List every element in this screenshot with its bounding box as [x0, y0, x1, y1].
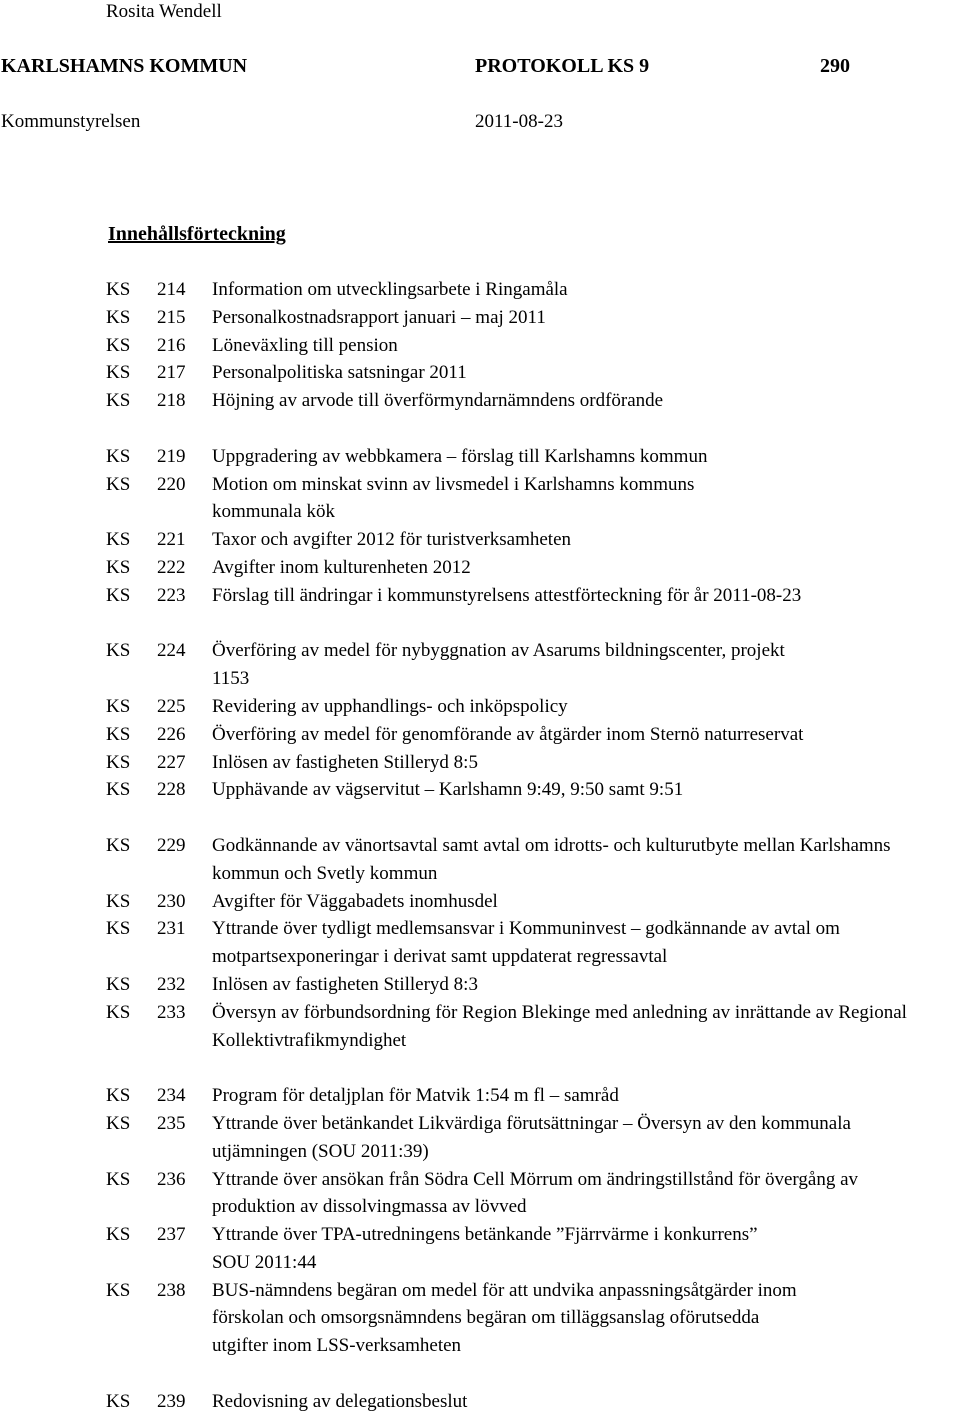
toc-entry: [106, 1388, 960, 1416]
entry-prefix: KS: [106, 362, 131, 384]
entry-number: 219: [157, 445, 186, 467]
toc-group: [106, 276, 960, 415]
entry-number: 236: [157, 1168, 186, 1190]
toc-entry: [106, 721, 960, 749]
entry-prefix: KS: [106, 640, 131, 662]
entry-prefix: KS: [106, 918, 131, 940]
page-number: 290: [820, 55, 850, 77]
entry-prefix: KS: [106, 1168, 131, 1190]
toc-entry: [106, 637, 960, 693]
entry-number: 239: [157, 1390, 186, 1412]
toc-entry: [106, 304, 960, 332]
entry-title: Taxor och avgifter 2012 för turistverksamheten: [212, 529, 572, 551]
entry-title: Inlösen av fastigheten Stilleryd 8:3: [212, 973, 478, 995]
toc-group: [106, 832, 960, 1054]
entry-prefix: KS: [106, 1390, 131, 1412]
toc-entry: [106, 1110, 960, 1166]
entry-number: 218: [157, 390, 186, 412]
entry-prefix: KS: [106, 890, 131, 912]
toc-group: [106, 443, 960, 610]
toc-entry: [106, 359, 960, 387]
toc-entry: [106, 888, 960, 916]
entry-title: Förslag till ändringar i kommunstyrelsens attestförteckning för år 2011-08-23: [212, 584, 802, 606]
entry-title: Upphävande av vägservitut – Karlshamn 9:49, 9:50 samt 9:51: [212, 779, 684, 801]
protocol-date: 2011-08-23: [475, 111, 563, 132]
entry-title: Yttrande över TPA-utredningens betänkande ”Fjärrvärme i konkurrens” SOU 2011:44: [212, 1224, 758, 1273]
toc-entry: [106, 693, 960, 721]
document-title: PROTOKOLL KS 9: [475, 55, 650, 77]
organization-name: KARLSHAMNS KOMMUN: [1, 55, 248, 77]
entry-number: 220: [157, 473, 186, 495]
entry-number: 235: [157, 1112, 186, 1134]
entry-title: Höjning av arvode till överförmyndarnämndens ordförande: [212, 390, 664, 412]
toc-entry: [106, 276, 960, 304]
toc-group: [106, 1082, 960, 1360]
entry-title: Avgifter för Väggabadets inomhusdel: [212, 890, 498, 912]
entry-prefix: KS: [106, 584, 131, 606]
entry-number: 226: [157, 723, 186, 745]
entry-prefix: KS: [106, 556, 131, 578]
entry-prefix: KS: [106, 334, 131, 356]
toc-heading: Innehållsförteckning: [108, 223, 286, 245]
entry-prefix: KS: [106, 306, 131, 328]
toc-entry: [106, 582, 960, 610]
entry-number: 222: [157, 556, 186, 578]
entry-title: Motion om minskat svinn av livsmedel i Karlshamns kommuns kommunala kök: [212, 473, 695, 523]
entry-title: Information om utvecklingsarbete i Ringamåla: [212, 279, 568, 300]
entry-title: Yttrande över ansökan från Södra Cell Mörrum om ändringstillstånd för övergång av produktion av dissolvingmassa av lövved: [212, 1168, 859, 1218]
entry-prefix: KS: [106, 723, 131, 745]
entry-number: 238: [157, 1279, 186, 1301]
entry-number: 234: [157, 1085, 186, 1107]
toc-entry: [106, 832, 960, 888]
entry-title: Överföring av medel för nybyggnation av Asarums bildningscenter, projekt 1153: [212, 640, 785, 690]
entry-title: Översyn av förbundsordning för Region Blekinge med anledning av inrättande av Regional Kollektivtrafikmyndighet: [212, 1001, 907, 1051]
toc-entry: [106, 1082, 960, 1110]
entry-prefix: KS: [106, 1001, 131, 1023]
entry-title: Löneväxling till pension: [212, 334, 398, 356]
entry-title: Yttrande över tydligt medlemsansvar i Kommuninvest – godkännande av avtal om motpartsexponeringar i derivat samt uppdaterat regressavtal: [212, 918, 840, 968]
toc-entry: [106, 332, 960, 360]
entry-title: BUS-nämndens begäran om medel för att undvika anpassningsåtgärder inom förskolan och omsorgsnämndens begäran om tilläggsanslag oförutsedda utgifter inom LSS-verksamheten: [212, 1279, 797, 1357]
entry-prefix: KS: [106, 279, 131, 300]
entry-number: 216: [157, 334, 186, 356]
entry-number: 224: [157, 640, 186, 662]
committee-name: Kommunstyrelsen: [1, 111, 141, 132]
toc-entry: [106, 915, 960, 971]
entry-number: 227: [157, 751, 186, 773]
toc-entry: [106, 971, 960, 999]
entry-number: 237: [157, 1224, 186, 1246]
toc-entry: [106, 749, 960, 777]
toc-entry: [106, 443, 960, 471]
entry-number: 228: [157, 779, 186, 801]
entry-prefix: KS: [106, 695, 131, 717]
toc-entry: [106, 1221, 960, 1277]
entry-title: Yttrande över betänkandet Likvärdiga förutsättningar – Översyn av den kommunala utjämningen (SOU 2011:39): [212, 1112, 851, 1162]
entry-title: Redovisning av delegationsbeslut: [212, 1390, 468, 1412]
entry-number: 230: [157, 890, 186, 912]
table-of-contents: [106, 276, 960, 1416]
entry-number: 229: [157, 834, 186, 856]
entry-prefix: KS: [106, 445, 131, 467]
entry-number: 223: [157, 584, 186, 606]
entry-title: Överföring av medel för genomförande av åtgärder inom Sternö naturreservat: [212, 723, 804, 745]
entry-number: 217: [157, 362, 186, 384]
toc-entry: [106, 1166, 960, 1222]
entry-prefix: KS: [106, 1112, 131, 1134]
entry-number: 214: [157, 279, 186, 300]
entry-title: Godkännande av vänortsavtal samt avtal om idrotts- och kulturutbyte mellan Karlshamns kommun och Svetly kommun: [212, 834, 891, 884]
entry-number: 225: [157, 695, 186, 717]
entry-title: Avgifter inom kulturenheten 2012: [212, 556, 471, 578]
entry-prefix: KS: [106, 390, 131, 412]
entry-title: Inlösen av fastigheten Stilleryd 8:5: [212, 751, 478, 773]
entry-title: Program för detaljplan för Matvik 1:54 m fl – samråd: [212, 1085, 619, 1107]
entry-prefix: KS: [106, 973, 131, 995]
entry-prefix: KS: [106, 1224, 131, 1246]
entry-prefix: KS: [106, 751, 131, 773]
entry-prefix: KS: [106, 473, 131, 495]
entry-number: 231: [157, 918, 186, 940]
entry-prefix: KS: [106, 1279, 131, 1301]
toc-entry: [106, 471, 960, 527]
entry-title: Revidering av upphandlings- och inköpspolicy: [212, 695, 568, 717]
entry-prefix: KS: [106, 779, 131, 801]
author-name: Rosita Wendell: [106, 1, 222, 22]
entry-number: 221: [157, 529, 186, 551]
toc-group: [106, 1388, 960, 1416]
entry-number: 233: [157, 1001, 186, 1023]
entry-number: 232: [157, 973, 186, 995]
toc-entry: [106, 776, 960, 804]
toc-entry: [106, 1277, 960, 1360]
toc-entry: [106, 554, 960, 582]
entry-prefix: KS: [106, 529, 131, 551]
entry-title: Personalpolitiska satsningar 2011: [212, 362, 467, 384]
toc-group: [106, 637, 960, 804]
toc-entry: [106, 526, 960, 554]
entry-number: 215: [157, 306, 186, 328]
toc-entry: [106, 999, 960, 1055]
entry-prefix: KS: [106, 834, 131, 856]
entry-title: Uppgradering av webbkamera – förslag till Karlshamns kommun: [212, 445, 708, 467]
toc-entry: [106, 387, 960, 415]
entry-title: Personalkostnadsrapport januari – maj 2011: [212, 306, 546, 328]
entry-prefix: KS: [106, 1085, 131, 1107]
